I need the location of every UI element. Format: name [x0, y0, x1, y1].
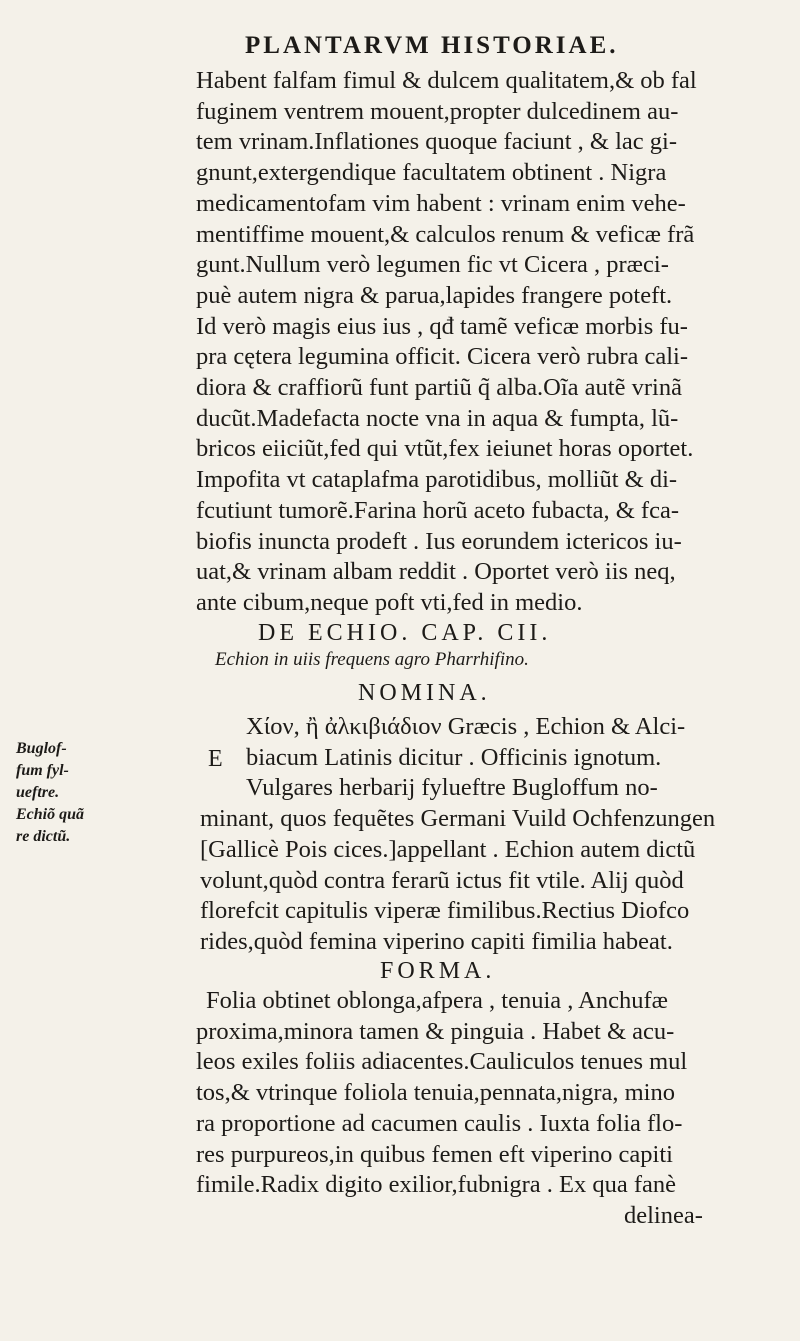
text-line: fuginem ventrem mouent,propter dulcedinem au- [196, 97, 679, 125]
text-line: Χίον, ἢ ἀλκιβιάδιον Græcis , Echion & Alci- [246, 713, 686, 740]
text-line: gunt.Nullum verò legumen fic vt Cicera , præci- [196, 251, 669, 279]
text-line: Habent falfam fimul & dulcem qualitatem,& ob fal [196, 67, 697, 94]
text-line: mentiffime mouent,& calculos renum & veficæ frã [196, 220, 695, 248]
text-line: minant, quos fequẽtes Germani Vuild Ochfenzungen [200, 805, 716, 833]
drop-cap: E [208, 746, 223, 772]
text-line: leos exiles foliis adiacentes.Cauliculos tenues mul [196, 1048, 688, 1076]
chapter-subtitle: Echion in uiis frequens agro Pharrhifino. [215, 649, 529, 670]
text-line: bricos eiiciũt,fed qui vtũt,fex ieiunet horas oportet. [196, 435, 694, 463]
text-line: pra cętera legumina officit. Cicera verò rubra cali- [196, 343, 689, 371]
text-line: medicamentofam vim habent : vrinam enim vehe- [196, 189, 686, 217]
margin-note-line: fum fyl- [16, 762, 69, 779]
paragraph-forma [196, 986, 756, 1232]
paragraph-legumes [196, 66, 756, 619]
text-line: [Gallicè Pois cices.]appellant . Echion autem dictũ [200, 835, 696, 863]
margin-note-line: Echiõ quã [16, 806, 85, 823]
catchword: delinea- [624, 1201, 703, 1229]
text-line: puè autem nigra & parua,lapides frangere poteft. [196, 281, 673, 309]
text-line: uat,& vrinam albam reddit . Oportet verò iis neq, [196, 558, 676, 586]
text-line: fimile.Radix digito exilior,fubnigra . Ex qua fanè [196, 1171, 677, 1199]
text-line: ra proportione ad cacumen caulis . Iuxta folia flo- [196, 1109, 683, 1137]
text-line: ducũt.Madefacta nocte vna in aqua & fumpta, lũ- [196, 404, 679, 432]
text-line: res purpureos,in quibus femen eft viperino capiti [196, 1140, 673, 1168]
text-line: diora & craffiorũ funt partiũ q̃ alba.Oĩa autẽ vrinã [196, 374, 682, 402]
text-line: ante cibum,neque poft vti,fed in medio. [196, 588, 583, 616]
margin-note [16, 738, 96, 848]
text-line: tos,& vtrinque foliola tenuia,pennata,nigra, mino [196, 1079, 675, 1107]
paragraph-nomina [200, 712, 758, 958]
chapter-heading: DE ECHIO. CAP. CII. [258, 620, 552, 646]
text-line: Folia obtinet oblonga,afpera , tenuia , Anchufæ [206, 987, 668, 1014]
text-line: biacum Latinis dicitur . Officinis ignotum. [246, 743, 662, 771]
forma-heading: FORMA. [380, 958, 496, 984]
text-line: Id verò magis eius ius , qđ tamẽ veficæ morbis fu- [196, 312, 688, 340]
margin-note-line: Buglof- [16, 740, 67, 757]
margin-note-line: re dictũ. [16, 828, 71, 845]
text-line: biofis inuncta prodeft . Ius eorundem ictericos iu- [196, 527, 682, 555]
text-line: tem vrinam.Inflationes quoque faciunt , & lac gi- [196, 128, 678, 156]
text-line: Impofita vt cataplafma parotidibus, molliũt & di- [196, 466, 678, 494]
text-line: florefcit capitulis viperæ fimilibus.Rectius Diofco [200, 897, 690, 925]
text-line: gnunt,extergendique facultatem obtinent . Nigra [196, 159, 667, 187]
text-line: fcutiunt tumorẽ.Farina horũ aceto fubacta, & fca- [196, 496, 679, 524]
margin-note-line: ueftre. [16, 784, 60, 801]
text-line: volunt,quòd contra ferarũ ictus fit vtile. Alij quòd [200, 866, 684, 894]
text-line: proxima,minora tamen & pinguia . Habet & acu- [196, 1017, 675, 1045]
text-line: rides,quòd femina viperino capiti fimilia habeat. [200, 927, 673, 955]
text-line: Vulgares herbarij fylueftre Bugloffum no- [246, 774, 658, 802]
running-head: PLANTARVM HISTORIAE. [245, 32, 619, 59]
nomina-heading: NOMINA. [358, 680, 491, 706]
